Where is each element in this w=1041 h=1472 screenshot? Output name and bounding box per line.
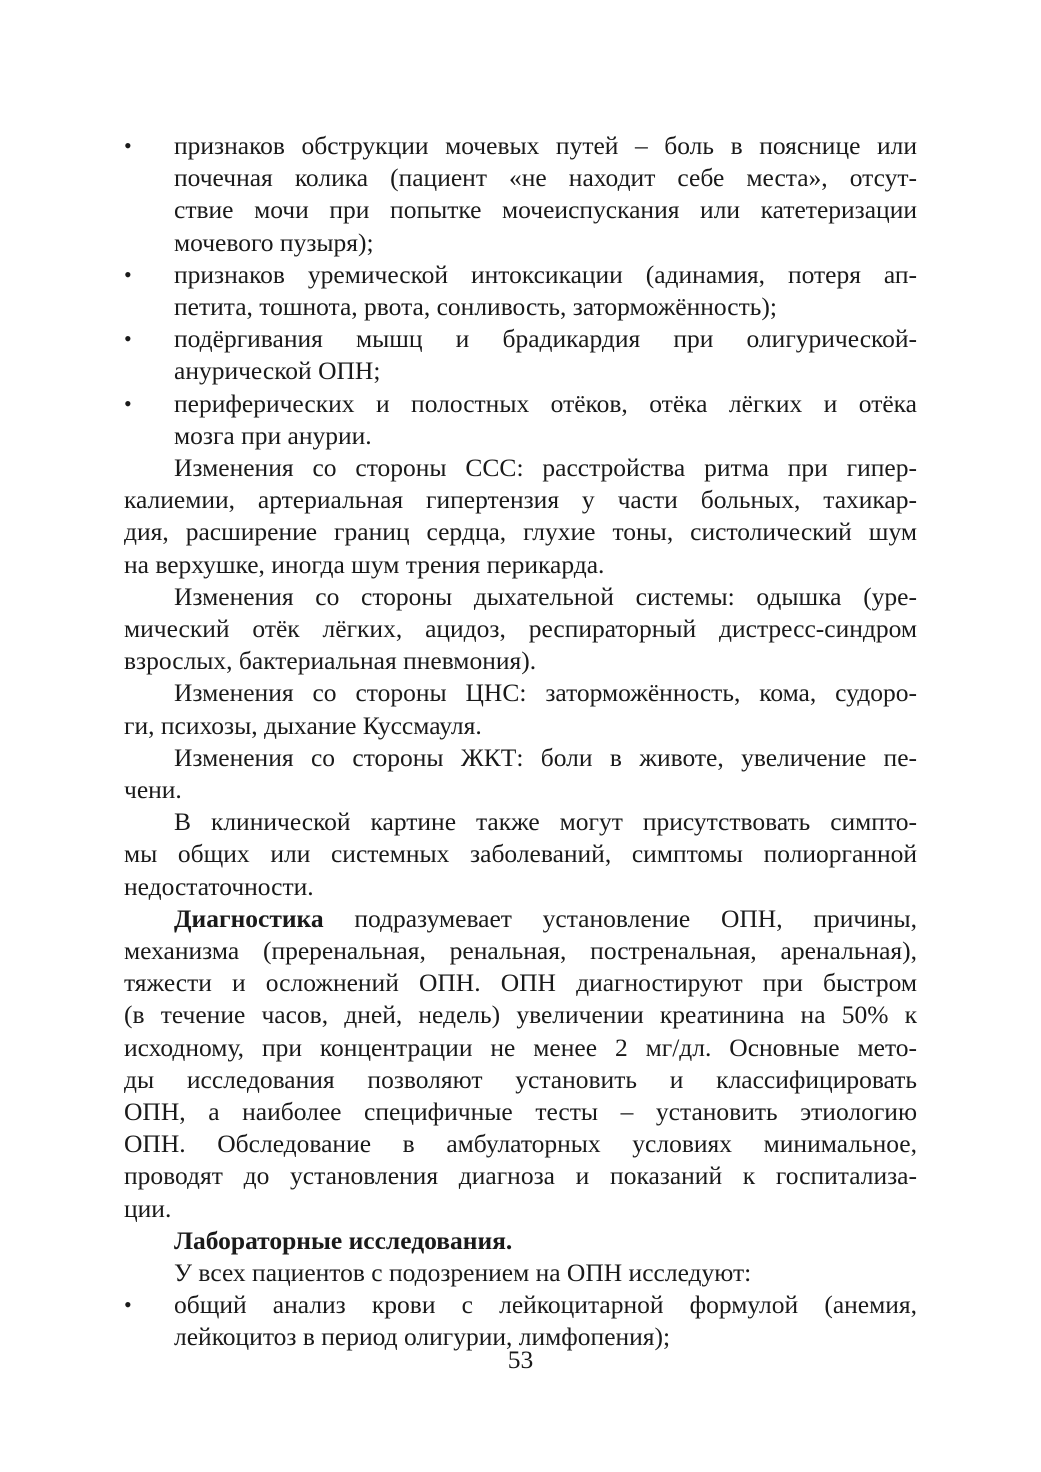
text-line: У всех пациентов с подозрением на ОПН исследуют: — [174, 1258, 752, 1287]
text-line: дия, расширение границ сердца, глухие тоны, систолический шум — [124, 517, 917, 547]
text-line: проводят до установления диагноза и показаний к госпитализа- — [124, 1161, 917, 1191]
text-line: недостаточности. — [124, 871, 314, 901]
text-line: (в течение часов, дней, недель) увеличении креатинина на 50% к — [124, 1000, 917, 1030]
text-line: мы общих или системных заболеваний, симптомы полиорганной — [124, 839, 917, 869]
text-line: ОПН. Обследование в амбулаторных условиях минимальное, — [124, 1129, 917, 1159]
text-line: Изменения со стороны ЦНС: заторможённость, кома, судоро- — [174, 678, 917, 708]
text-line: мозга при анурии. — [174, 420, 372, 450]
bullet-marker: • — [124, 390, 132, 416]
text-line: Изменения со стороны дыхательной системы: одышка (уре- — [174, 581, 917, 611]
text-line: исходному, при концентрации не менее 2 мг/дл. Основные мето- — [124, 1032, 917, 1062]
text-line: периферических и полостных отёков, отёка лёгких и отёка — [174, 388, 917, 418]
text-line: чени. — [124, 775, 182, 804]
line-text: подразумевает установление ОПН, причины, — [323, 903, 917, 933]
text-line: ды исследования позволяют установить и классифицировать — [124, 1064, 917, 1094]
text-line — [174, 903, 917, 935]
text-line: почечная колика (пациент «не находит себе места», отсут- — [174, 163, 917, 193]
text-line: Лабораторные исследования. — [174, 1225, 513, 1255]
text-line: лейкоцитоз в период олигурии, лимфопения); — [174, 1322, 671, 1352]
text-line: Изменения со стороны ССС: расстройства ритма при гипер- — [174, 453, 917, 482]
text-line: анурической ОПН; — [174, 356, 381, 386]
text-line: Изменения со стороны ЖКТ: боли в животе, увеличение пе- — [174, 742, 917, 772]
text-line: механизма (преренальная, ренальная, постренальная, аренальная), — [124, 936, 917, 965]
text-line: на верхушке, иногда шум трения перикарда. — [124, 549, 605, 579]
text-line: признаков уремической интоксикации (адинамия, потеря ап- — [174, 259, 917, 289]
text-line: тяжести и осложнений ОПН. ОПН диагностируют при быстром — [124, 968, 917, 998]
text-line: общий анализ крови с лейкоцитарной формулой (анемия, — [174, 1290, 917, 1320]
bullet-marker: • — [124, 326, 132, 352]
text-line: взрослых, бактериальная пневмония). — [124, 646, 537, 676]
text-line: петита, тошнота, рвота, сонливость, заторможённость); — [174, 292, 777, 321]
bullet-marker: • — [124, 133, 132, 158]
text-line: признаков обструкции мочевых путей – боль в пояснице или — [174, 131, 917, 160]
text-line: ОПН, а наиболее специфичные тесты – установить этиологию — [124, 1097, 917, 1126]
text-line: калиемии, артериальная гипертензия у части больных, тахикар- — [124, 485, 917, 515]
text-line: мический отёк лёгких, ацидоз, респираторный дистресс-синдром — [124, 614, 917, 643]
text-line: ствие мочи при попытке мочеиспускания или катетеризации — [174, 195, 917, 225]
text-line: В клинической картине также могут присутствовать симпто- — [174, 807, 917, 837]
bold-term: Диагностика — [174, 903, 324, 933]
bullet-marker: • — [124, 261, 132, 287]
page-number: 53 — [507, 1345, 534, 1374]
text-line: подёргивания мышц и брадикардия при олигурической- — [174, 324, 917, 354]
text-line: мочевого пузыря); — [174, 227, 374, 257]
bullet-marker: • — [124, 1292, 132, 1318]
text-line: ции. — [124, 1193, 172, 1223]
text-line: ги, психозы, дыхание Куссмауля. — [124, 710, 482, 740]
